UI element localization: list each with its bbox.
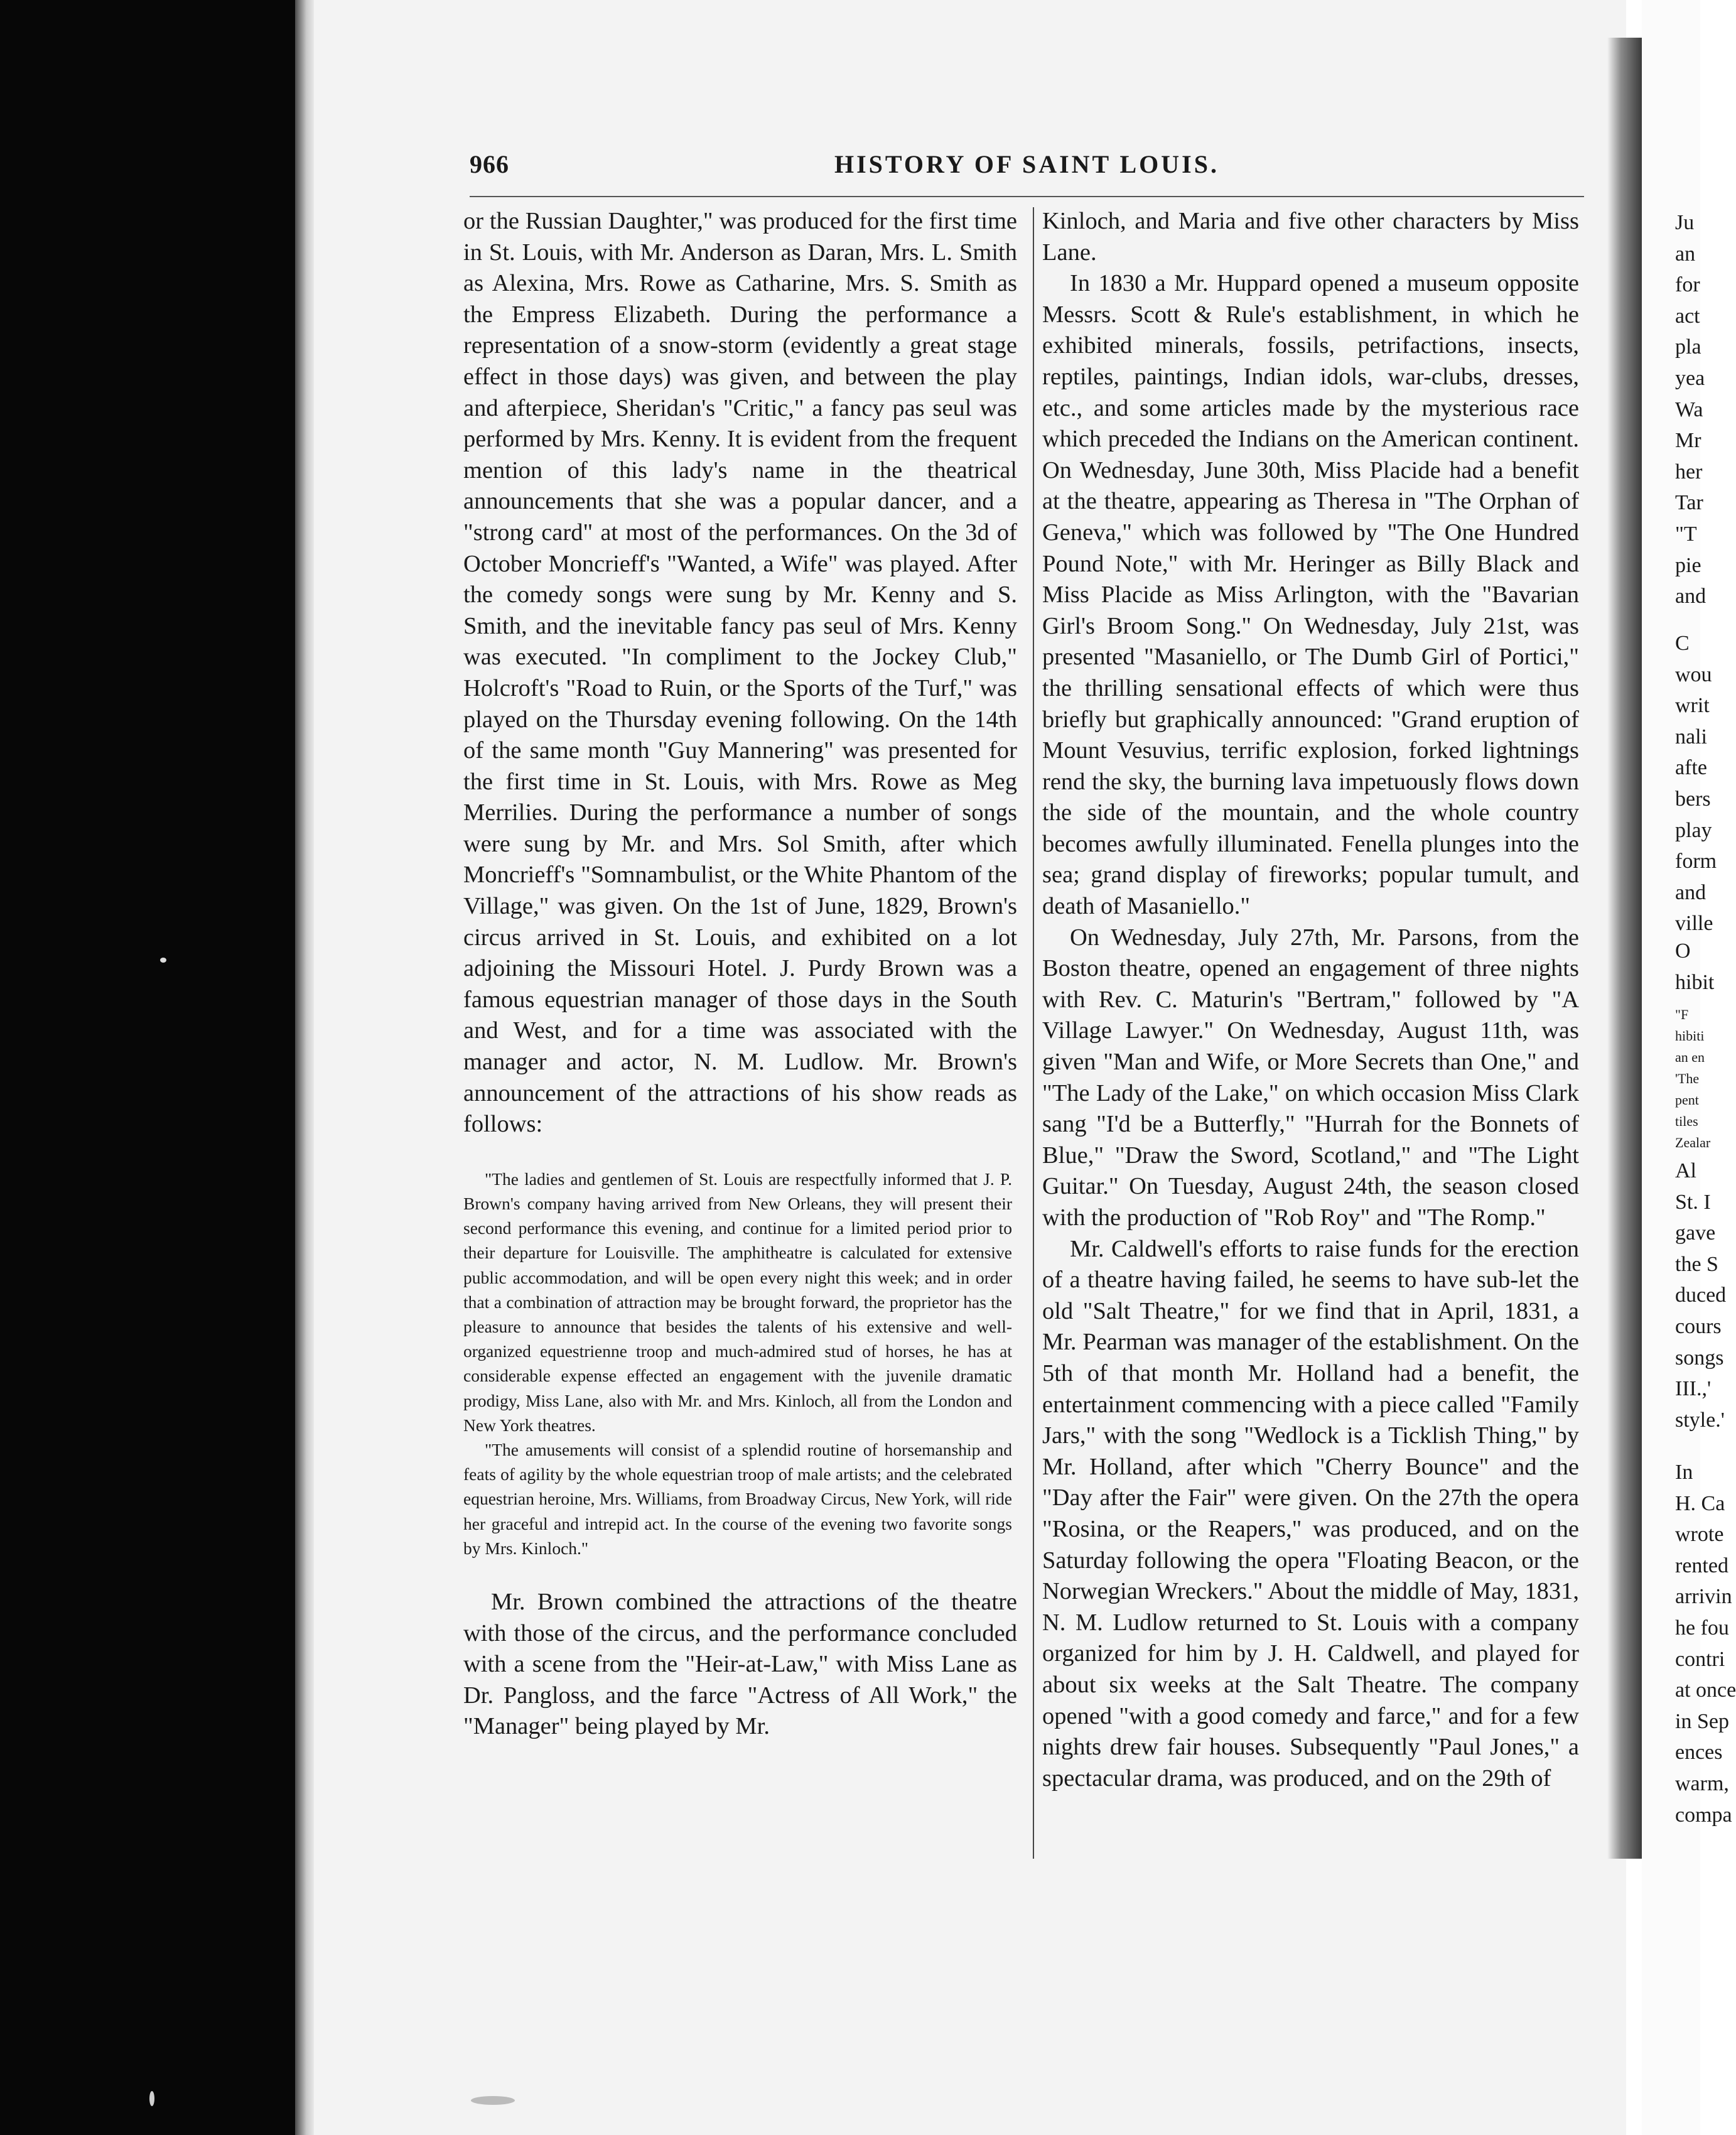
next-page-fragment-line: for (1675, 273, 1700, 297)
next-page-fragment-line: wou (1675, 662, 1712, 686)
scan-speck (471, 2096, 515, 2105)
header-rule (470, 196, 1584, 197)
gutter-shadow (1607, 38, 1642, 1859)
next-page-fragment-line: In (1675, 1461, 1693, 1484)
scan-speck (149, 2091, 154, 2106)
next-page-fragment-line: style.' (1675, 1408, 1725, 1432)
next-page-fragment-line: Mr (1675, 429, 1701, 453)
next-page-fragment-line: pent (1675, 1092, 1699, 1108)
next-page-fragment-line: yea (1675, 367, 1705, 390)
paragraph: In 1830 a Mr. Huppard opened a museum opposite Messrs. Scott & Rule's establishment, in which he exhibited minerals, fossils, petrifactions, insects, reptiles, paintings, Indian idols, war-clubs, dresses, etc., and some articles made by the mysterious race which preceded the Indians on the American continent. On Wednesday, June 30th, Miss Placide had a benefit at the theatre, appearing as Theresa in "The Orphan of Geneva," which was followed by "The One Hundred Pound Note," with Mr. Heringer as Billy Black and Miss Placide as Miss Arlington, with the "Bavarian Girl's Broom Song." On Wednesday, July 21st, was presented "Masaniello, or The Dumb Girl of Portici," the thrilling sensational effects of which were thus briefly but graphically announced: "Grand eruption of Mount Vesuvius, terrific explosion, forked lightnings rend the sky, the burning lava impetuously flows down the side of the mountain, and the whole country becomes awfully illuminated. Fenella plunges into the sea; grand display of fireworks; popular tumult, and death of Masaniello." (1042, 270, 1579, 920)
next-page-fragment-line: the S (1675, 1252, 1718, 1276)
next-page-fragment-line: nali (1675, 725, 1707, 749)
next-page-fragment-line: St. I (1675, 1190, 1711, 1214)
next-page-fragment-line: and (1675, 880, 1706, 904)
paragraph: Mr. Caldwell's efforts to raise funds for the erection of a theatre having failed, he seems to have sub-let the old "Salt Theatre," for we find that in April, 1831, a Mr. Pearman was manager of the establishment. On the 5th of that month Mr. Holland had a benefit, the entertainment commencing with a piece called "Family Jars," with the song "Wedlock is a Ticklish Thing," by Mr. Holland, after which "Cherry Bounce" and the "Day after the Fair" were given. On the 27th the opera "Rosina, or the Reapers," was produced, and on the Saturday following the opera "Floating Beacon, or the Norwegian Wreckers." About the middle of May, 1831, N. M. Ludlow returned to St. Louis with a company organized for him by J. H. Caldwell, and played for about six weeks at the Salt Theatre. The company opened "with a good comedy and farce," and for a few nights drew fair houses. Subsequently "Paul Jones," a spectacular drama, was produced, and on the 29th of (1042, 1235, 1579, 1792)
next-page-fragment-line: gave (1675, 1221, 1716, 1245)
right-column (1042, 206, 1579, 1794)
left-column (463, 206, 1017, 1743)
next-page-fragment-line: an (1675, 242, 1696, 266)
paragraph: Mr. Brown combined the attractions of the theatre with those of the circus, and the performance concluded with a scene from the "Heir-at-Law," with Miss Lane as Dr. Pangloss, and the farce "Actress of All Work," the "Manager" being played by Mr. (463, 1589, 1017, 1740)
next-page-fragment-line: 'The (1675, 1071, 1700, 1086)
next-page-fragment-line: ville (1675, 912, 1713, 936)
next-page-fragment-line: C (1675, 632, 1690, 655)
next-page-fragment-line: pla (1675, 335, 1701, 359)
next-page-fragment-line: rented (1675, 1554, 1728, 1577)
next-page-fragment-line: writ (1675, 694, 1710, 718)
next-page-fragment-line: cours (1675, 1315, 1722, 1338)
next-page-fragment-line: wrote (1675, 1523, 1724, 1547)
block-quote: "The ladies and gentlemen of St. Louis are respectfully informed that J. P. Brown's company having arrived from New Orleans, they will present their second performance this evening, and continue for a limited period prior to their departure for Louisville. The amphitheatre is calculated for extensive public accommodation, and will be open every night this week; and in order that a combination of attraction may be brought forward, the proprietor has the pleasure to announce that besides the talents of his extensive and well-organized equestrienne troop and much-admired stud of horses, he has at considerable expense effected an engagement with the juvenile dramatic prodigy, Miss Lane, also with Mr. and Mrs. Kinloch, all from the London and New York theatres. (463, 1169, 1012, 1435)
paragraph: Kinloch, and Maria and five other characters by Miss Lane. (1042, 208, 1579, 266)
book-spine-edge (295, 0, 314, 2135)
next-page-fragment-line: Al (1675, 1159, 1696, 1182)
next-page-fragment-line: arrivin (1675, 1585, 1732, 1609)
next-page-fragment-line: contri (1675, 1647, 1725, 1671)
next-page-fragment-line: Zealar (1675, 1135, 1711, 1150)
scan-speck (160, 958, 166, 963)
next-page-fragment-line: O (1675, 939, 1691, 963)
paragraph: On Wednesday, July 27th, Mr. Parsons, from the Boston theatre, opened an engagement of three nights with Rev. C. Maturin's "Bertram," followed by "A Village Lawyer." On Wednesday, August 11th, was given "Man and Wife, or More Secrets than One," and "The Lady of the Lake," on which occasion Miss Clark sang "I'd be a Butterfly," "Hurrah for the Bonnets of Blue," "Draw the Sword, Scotland," and "The Light Guitar." On Tuesday, August 24th, the season closed with the production of "Rob Roy" and "The Romp." (1042, 924, 1579, 1231)
next-page-fragment-line: bers (1675, 787, 1711, 811)
running-head: HISTORY OF SAINT LOUIS. (834, 150, 1219, 178)
next-page-fragment-line: hibit (1675, 970, 1715, 994)
page-number: 966 (470, 150, 509, 178)
next-page-fragment-line: H. Ca (1675, 1491, 1725, 1515)
block-quote: "The amusements will consist of a splendid routine of horsemanship and feats of agility by the whole equestrian troop of male artists; and the celebrated equestrian heroine, Mrs. Williams, from Broadway Circus, New York, will ride her graceful and intrepid act. In the course of the evening two favorite songs by Mrs. Kinloch." (463, 1440, 1012, 1558)
next-page-fragment-line: III.,' (1675, 1377, 1712, 1401)
next-page-fragment-line: play (1675, 818, 1712, 842)
next-page-fragment-line: in Sep (1675, 1709, 1729, 1733)
next-page-fragment-line: form (1675, 850, 1717, 873)
next-page-fragment-line: Wa (1675, 397, 1703, 421)
next-page-fragment-line: "T (1675, 522, 1697, 546)
next-page-fragment-line: afte (1675, 756, 1707, 780)
next-page-fragment-line: an en (1675, 1049, 1705, 1065)
next-page-fragment-line: and (1675, 585, 1706, 608)
next-page-fragment-line: "F (1675, 1007, 1689, 1022)
next-page-fragment-line: at once (1675, 1678, 1736, 1702)
next-page-fragment-line: act (1675, 304, 1700, 328)
paragraph: or the Russian Daughter," was produced for the first time in St. Louis, with Mr. Anderson as Daran, Mrs. L. Smith as Alexina, Mrs. Rowe as Catharine, Mrs. S. Smith as the Empress Elizabeth. During the performance a representation of a snow-storm (evidently a great stage effect in those days) was given, and between the play and afterpiece, Sheridan's "Critic," a fancy pas seul was performed by Mrs. Kenny. It is evident from the frequent mention of this lady's name in the theatrical announcements that she was a popular dancer, and a "strong card" at most of the performances. On the 3d of October Moncrieff's "Wanted, a Wife" was played. After the comedy songs were sung by Mr. Kenny and S. Smith, and the inevitable fancy pas seul of Mrs. Kenny was executed. "In compliment to the Jockey Club," Holcroft's "Road to Ruin, or the Sports of the Turf," was played on the Thursday evening following. On the 14th of the same month "Guy Mannering" was presented for the first time in St. Louis, with Mrs. Rowe as Meg Merrilies. During the performance a number of songs were sung by Mr. and Mrs. Sol Smith, after which Moncrieff's "Somnambulist, or the White Phantom of the Village," was given. On the 1st of June, 1829, Brown's circus arrived in St. Louis, and exhibited on a lot adjoining the Missouri Hotel. J. Purdy Brown was a famous equestrian manager of those days in the South and West, and for a time was associated with the manager and actor, N. M. Ludlow. Mr. Brown's announcement of the attractions of his show reads as follows: (463, 208, 1017, 1138)
next-page-fragment-line: he fou (1675, 1616, 1729, 1640)
next-page-fragment-line: duced (1675, 1284, 1727, 1307)
next-page-fragment-line: Ju (1675, 211, 1695, 234)
next-page-fragment-line: Tar (1675, 491, 1703, 515)
column-divider (1033, 207, 1034, 1859)
page-header (470, 149, 1584, 187)
next-page-fragment-line: songs (1675, 1346, 1724, 1370)
next-page-fragment-line: compa (1675, 1803, 1732, 1827)
next-page-fragment-line: her (1675, 460, 1703, 484)
next-page-fragment-line: hibiti (1675, 1028, 1705, 1044)
next-page-fragment-line: pie (1675, 553, 1701, 577)
scan-background-left (0, 0, 295, 2135)
next-page-fragment-line: ences (1675, 1741, 1723, 1765)
next-page-fragment-line: tiles (1675, 1113, 1698, 1129)
next-page-fragment-line: warm, (1675, 1772, 1729, 1795)
